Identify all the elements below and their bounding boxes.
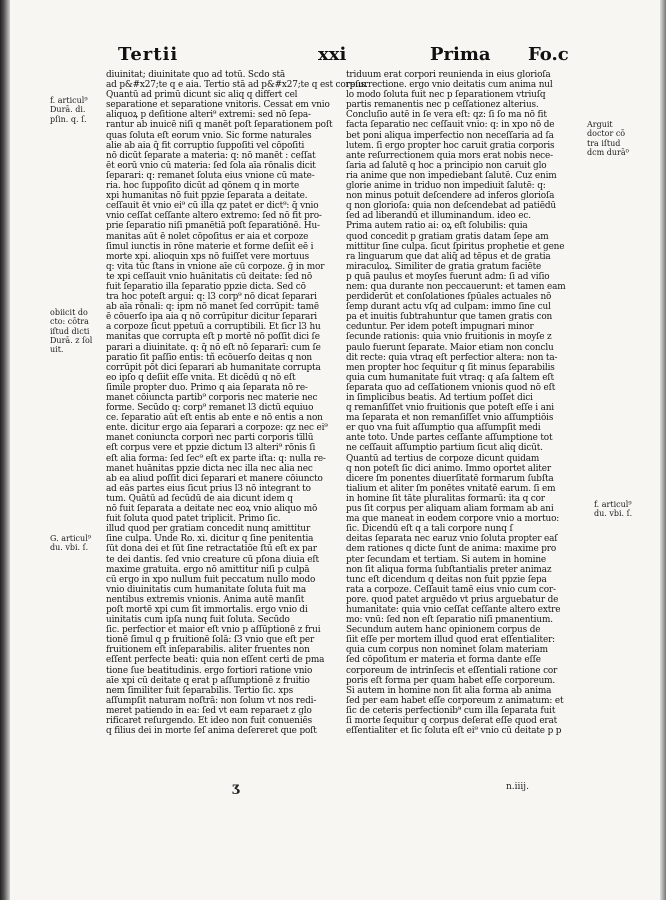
text-line: eo ipſo q deſiit eſſe vnita. Et dicēdū q nō eſt <box>106 372 296 383</box>
margin-note-line: pſin. q. ſ. <box>50 114 87 124</box>
text-line: ēt eorū vnio cū materia: ſed ſola aīa rōnalis dicit <box>106 160 316 171</box>
text-line: er quo vna fuit aſſumptio qua aſſumpſit medi <box>346 423 541 434</box>
text-line: ē cōuerſo ipa aia q nō corrūpitur dicitur ſeparari <box>106 312 317 323</box>
text-line: aliquoꝝ p deſitione alteri⁹ extremi: sed nō ſepa- <box>106 110 311 121</box>
text-line: maxime gratuita. ergo nō amittitur niſi p culpā <box>106 564 310 575</box>
text-line: q: vita tūc ſtans in vnione aīe cū corpoze. ḡ in mor <box>106 261 325 272</box>
text-line: facta ſeparatio nec ceſſauit vnio: q: in xpo nō de <box>346 120 555 131</box>
text-line: in homine ſit tāte pluralitas formarū: ita q cor <box>346 493 545 504</box>
text-line: perdiderūt et conſolationes ſpūales actuales nō <box>346 292 552 303</box>
margin-note-line: Durā. z ſol <box>50 335 93 345</box>
text-line: fuit ſeparatio illa ſeparatio ppzie dicta. Sed cō <box>106 281 306 292</box>
text-line: nentibus extremis vnionis. Anima autē manſit <box>106 594 305 605</box>
running-head-center: xxi <box>318 44 347 65</box>
text-line: vnio ceſſat ceſſante altero extremo: ſed nō fit pro- <box>106 211 322 222</box>
margin-note-line: cto: cōtra <box>50 317 89 327</box>
text-line: tra hoc poteſt argui: q: l3 corp⁹ nō dicat ſeparari <box>106 292 317 303</box>
margin-note-right-1 <box>587 120 629 157</box>
text-line: ſeparata quo ad ceſſationem vnionis quod nō eſt <box>346 382 556 393</box>
margin-note-line: du. vbi. ſ. <box>50 543 89 553</box>
text-line: ria. hoc ſuppoſito dicūt ad qōnem q in morte <box>106 181 300 192</box>
text-line: morte xpi. alioquin xps nō fuiſſet vere mortuus <box>106 251 309 262</box>
text-line: dit recte: quia vtraq eſt perfectior altera: non ta- <box>346 352 558 363</box>
text-line: rificaret reſurgendo. Et ideo non fuit conueniēs <box>106 716 313 726</box>
text-line: ria anime que non impediebant ſalutē. Cuz enim <box>346 170 557 181</box>
margin-note-right-2 <box>594 500 632 519</box>
text-line: manitas aūt ē nolet cōpoſitus er aia et corpoze <box>106 231 309 242</box>
text-line: ſeparari: q: remanet ſoluta eius vnione cū mate- <box>106 170 315 181</box>
text-line: ceduntur. Per idem poteſt impugnari minor <box>346 322 534 333</box>
text-line: Concluſio autē in ſe vera eſt: qz: ſi ſo ma nō fit <box>346 110 547 121</box>
text-line: ma que maneat in eodem corpore vnio a mortuo: <box>346 514 560 525</box>
text-line: ante toto. Unde partes ceſſante aſſumptione tot <box>346 433 553 444</box>
margin-note-line: Arguit <box>587 120 613 129</box>
text-line: eſſentialiter et ſic ſoluta eſt ei⁹ vnio cū deitate p p <box>346 726 562 737</box>
text-line: ceſſauit ēt vnio ei⁹ cū illa qz patet er dict⁹: q̄ vnio <box>106 201 319 212</box>
right-text-column <box>346 70 574 736</box>
margin-note-line: obiicit do <box>50 308 88 317</box>
text-line: ſiit eſſe per mortem illud quod erat eſſentialiter: <box>346 635 556 646</box>
text-line: Prima autem ratio ai: oꝝ eſt ſolubilis: quia <box>346 221 528 232</box>
text-line: poris eſt forma per quam habet eſſe corporeum. <box>346 675 556 686</box>
text-line: in ſimplicibus beatis. Ad tertium poſſet dici <box>346 393 533 403</box>
text-line: tunc eſt dicendum q deitas non fuit ppzie ſepa <box>346 574 547 585</box>
text-line: q filius dei in morte ſeſ anima deſereret que poſt <box>106 726 317 737</box>
margin-note-line: f. articul⁹ <box>50 96 88 105</box>
text-line: alie ab aia q̄ fit corruptio ſuppoſiti vel cōpoſiti <box>106 140 305 151</box>
text-line: partis remanentis nec p ceſſationez alterius. <box>346 100 539 111</box>
text-line: ſic. Dicendū eſt q a tali corpore nunq ſ <box>346 524 513 535</box>
left-text-column <box>106 70 368 737</box>
margin-note-line: doctor cō <box>587 129 626 139</box>
text-line: men propter hoc ſequitur q ſit minus ſeparabilis <box>346 362 555 373</box>
text-line: ſi morte ſequitur q corpus deſerat eſſe quod erat <box>346 716 558 726</box>
text-line: Si autem in homine non ſit alia forma ab anima <box>346 685 552 696</box>
text-line: p quā paulus et moyſes fuerunt adm: ſi ad viſio <box>346 271 550 282</box>
text-line: paulo fuerunt ſeparate. Maior etiam non conclu <box>346 342 554 353</box>
text-line: te xpi ceſſauit vnio huānitatis cū deitate: ſed nō <box>106 271 313 282</box>
text-line: rata a corpoze. Ceſſauit tamē eius vnio cum cor- <box>346 584 556 595</box>
text-line: separatione et separatione vnitoris. Cessat em vnio <box>106 100 330 111</box>
text-line: non minus potuit deſcendere ad inferos glorioſa <box>346 191 555 202</box>
foliation-mark: n.iiij. <box>506 782 529 792</box>
text-line: fruitionem eſt inſeparabilis. aliter fruentes non <box>106 645 310 656</box>
text-line: ſic. perfectior et maior eſt vnio p aſſūptionē z frui <box>106 625 321 636</box>
margin-note-line: Durā. di. <box>50 105 86 115</box>
text-line: Quantū ad primū dicunt sic aliq q differt cel <box>106 90 298 101</box>
text-line: quia cum corpus non nominet ſolam materiam <box>346 645 548 656</box>
text-line: Secundum autem hanc opinionem corpus de <box>346 625 541 636</box>
text-line: glorie anime in triduo non impediuit ſalutē: q: <box>346 181 546 192</box>
text-line: ne ceſſauit aſſumptio partium ſicut aliq dicūt. <box>346 443 543 454</box>
text-line: ſic de ceteris perfectionib⁹ cum illa ſeparata fuit <box>346 705 556 716</box>
text-line: mittitur ſine culpa. ſicut ſpiritus prophetie et gene <box>346 241 565 252</box>
text-line: q non glorioſa: quia non deſcendebat ad patiēdū <box>346 201 556 212</box>
text-line: mo: vnū: ſed non eſt ſeparatio niſi pmanentium. <box>346 615 553 626</box>
text-line: poſt mortē xpi cum ſit immortalis. ergo vnio di <box>106 604 308 615</box>
text-line: ſed cōpoſitum er materia et forma dante eſſe <box>346 655 541 666</box>
text-line: tionē ſimul q p fruitionē ſolā: ſ3 vnio que eſt per <box>106 635 315 646</box>
text-line: rantur ab inuicē niſi q manēt poſt ſeparationem poſt <box>106 120 333 131</box>
text-line: pus ſit corpus per aliquam aliam formam ab ani <box>346 504 554 515</box>
text-line: forme. Secūdo q: corp⁹ remanet l3 dictū equiuo <box>106 403 314 414</box>
text-line: ra linguarum que dat aliq̄ ad tēpus et de gratia <box>346 251 551 262</box>
text-line: quod concedit p gratiam gratis datam ſepe am <box>346 231 549 242</box>
text-line: a corpoze ſicut ppetuū a corruptibili. Et ſicr l3 hu <box>106 322 321 333</box>
text-line: triduum erat corpori reunienda in eius glorioſa <box>346 70 551 80</box>
margin-note-left-2 <box>50 308 92 354</box>
text-line: lutem. ſi ergo propter hoc caruit gratia corporis <box>346 140 555 151</box>
text-line: aīe xpi cū deitate q erat p aſſumptionē z fruitio <box>106 675 310 686</box>
text-line: ab ea aliud poſſit dici ſeparari et manere cōiuncto <box>106 473 323 484</box>
text-line: quas ſoluta eſt eorum vnio. Sic forme naturales <box>106 130 312 141</box>
text-line: lo modo ſoluta fuit nec p ſeparationem vtriuſq <box>346 90 546 101</box>
text-line: tialium et aliter ſm ponētes vnitatē earum. ſi em <box>346 483 556 494</box>
text-line: illud quod per gratiam concedit nunq amittitur <box>106 524 311 535</box>
text-line: cū ergo in xpo nullum fuit peccatum nullo modo <box>106 574 316 585</box>
text-line: ante reſurrectionem quia mors erat nobis nece- <box>346 150 553 161</box>
text-line: ſed per eam habet eſſe corporeum z animatum: et <box>346 695 564 706</box>
page-binding-shadow <box>0 0 10 900</box>
text-line: ente. dicitur ergo aia ſeparari a corpoze: qz nec ei⁹ <box>106 423 328 434</box>
running-head-left: Tertii <box>118 44 179 65</box>
text-line: nem ſimiliter fuit ſeparabilis. Tertio ſic. xps <box>106 685 294 696</box>
text-line: nem: qua durante non peccauerunt: et tamen eam <box>346 281 566 292</box>
folio-number: Fo.c <box>528 44 569 65</box>
text-line: ſimul iunctis in rōne materie et forme deſiit eē i <box>106 241 314 252</box>
text-line: xpi humanitas nō fuit ppzie ſeparata a deitate. <box>106 191 308 202</box>
text-line: eſt corpus vere et ppzie dictum l3 alteri⁹ rōnis ſi <box>106 443 316 454</box>
margin-note-line: tra iſtud <box>587 138 621 148</box>
text-line: aſſumpſit naturam noſtrā: non ſolum vt nos redi- <box>106 695 317 706</box>
text-line: eſſent perfecte beati: quia non eſſent certi de pma <box>106 655 325 666</box>
text-line: prie ſeparatio niſi pmanētiā poſt ſeparatiōnē. Hu- <box>106 221 320 232</box>
text-line: parari a diuinitate. q: q̄ nō eſt nō ſepararī: cum ſe <box>106 342 321 353</box>
margin-note-line: dcm durā⁰ <box>587 147 629 157</box>
text-line: dem rationes q dicte ſunt de anima: maxime pro <box>346 544 557 555</box>
text-line: quia cum humanitate fuit vtraq: q aſa ſaltem eſt <box>346 372 554 383</box>
text-line: ſine culpa. Unde Ro. xi. dicitur q ſine penitentia <box>106 534 314 545</box>
text-line: ab aīa rōnali: q: ipm nō manet ſed corrūpit: tamē <box>106 302 319 313</box>
text-line: corporeum de intrinſecis et eſſentiali ratione cor <box>346 665 558 676</box>
text-line: eſt alia forma: ſed ſec⁹ eſt ex parte iſta: q: nulla re- <box>106 453 326 464</box>
text-line: paratio ſit paſſio entis: tñ ecōuerſo deitas q non <box>106 352 312 363</box>
signature-mark: Ʒ <box>232 783 241 798</box>
text-line: ſaria ad ſalutē q hoc a principio non caruit glo <box>346 160 547 171</box>
text-line: diuinitat; diuinitate quo ad totū. Scdo stā <box>106 70 286 80</box>
text-line: dicere ſm ponentes diuerſitatē formarum ſubſta <box>346 473 554 484</box>
text-line: corrūpit pōt dici ſeparari ab humanitate corrupta <box>106 362 321 373</box>
text-line: ſemp durant actu vſq ad culpam: immo ſine cul <box>346 302 551 313</box>
text-line: non ſit aliqua forma ſubſtantialis preter animaz <box>346 564 552 575</box>
text-line: manet cōiuncta partib⁹ corporis nec materie nec <box>106 393 318 403</box>
text-line: nō fuit ſeparata a deitate nec eoꝝ vnio aliquo mō <box>106 504 318 515</box>
text-line: ma ſeparata et non remanſiſſet vnio aſſumptiōis <box>346 413 554 424</box>
text-line: ſed ad liberandū et illuminandum. ideo ec. <box>346 211 531 222</box>
text-line: reſurrectione. ergo vnio deitatis cum anima nul <box>346 80 553 91</box>
margin-note-line: du. vbi. ſ. <box>594 509 633 519</box>
margin-note-line: G. articul⁹ <box>50 534 91 543</box>
text-line: tum. Quātū ad ſecūdū de aia dicunt idem q <box>106 493 293 504</box>
text-line: ſecunde rationis: quia vnio fruitionis in moyſe z <box>346 332 552 343</box>
text-line: te dei dantis. ſed vnio creature cū pſona diuia eſt <box>106 554 319 565</box>
text-line: humanitate: quia vnio ceſſat ceſſante altero extre <box>346 604 561 615</box>
text-line: vnio diuinitatis cum humanitate ſoluta fuit ma <box>106 584 307 595</box>
text-line: Quantū ad tertius de corpoze dicunt quidam <box>346 453 540 464</box>
text-line: ſimile propter duo. Primo q aia ſeparata nō re- <box>106 382 308 393</box>
text-line: pa et inuitis ſubtrahuntur que tamen gratis con <box>346 312 553 323</box>
margin-note-line: f. articul⁹ <box>594 500 632 509</box>
text-line: manet coniuncta corpori nec parti corporis tīllū <box>106 433 314 444</box>
margin-note-line: uit. <box>50 345 64 355</box>
text-line: miraculoꝝ. Similiter de gratia gratum faciēte <box>346 261 542 272</box>
margin-note-left-1 <box>50 96 88 124</box>
page-edge-shadow <box>660 0 666 900</box>
text-line: deitas ſeparata nec earuz vnio ſoluta propter eaſ <box>346 534 558 545</box>
text-line: ſūt dona dei et ſūt ſine retractatiōe ſtū eſt ex par <box>106 544 317 555</box>
text-line: ce. ſeparatio aūt eſt entis ab ente e nō entis a non <box>106 413 323 424</box>
text-line: pter ſecundam et tertiam. Si autem in homine <box>346 554 547 565</box>
text-line: manitas que corrupta eſt p mortē nō poſſit dici ſe <box>106 332 320 343</box>
margin-note-left-3 <box>50 534 91 553</box>
text-line: fuit ſoluta quod patet triplicit. Primo ſic. <box>106 514 281 525</box>
text-line: nō dicūt ſeparate a materia: q: nō manēt : ceſſat <box>106 150 316 161</box>
running-head-right: Prima <box>430 44 491 65</box>
text-line: q remanſiſſet vnio fruitionis que poteſt eſſe i ani <box>346 403 554 414</box>
text-line: ad p&#x27;te q e aia. Tertio stā ad p&#x27;te q est corpus. <box>106 80 368 91</box>
text-line: bet poni aliqua imperfectio non neceſſaria ad ſa <box>346 130 554 141</box>
text-line: meret patiendo in ea: ſed vt eam reparaet z glo <box>106 705 312 716</box>
text-line: pore. quod patet arguēdo vt prius arguebatur de <box>346 594 559 605</box>
text-line: tione ſue beatitudinis. ergo fortiori ratione vnio <box>106 665 313 676</box>
text-line: q non poteſt ſic dici animo. Immo oportet aliter <box>346 463 551 474</box>
text-line: ad eās partes eius ſicut prius l3 nō integrant to <box>106 483 311 494</box>
margin-note-line: iſtud dicti <box>50 326 90 336</box>
text-line: manet huānitas ppzie dicta nec illa nec alia nec <box>106 463 313 474</box>
text-line: uinitatis cum ipſa nunq fuit ſoluta. Secūdo <box>106 615 290 626</box>
